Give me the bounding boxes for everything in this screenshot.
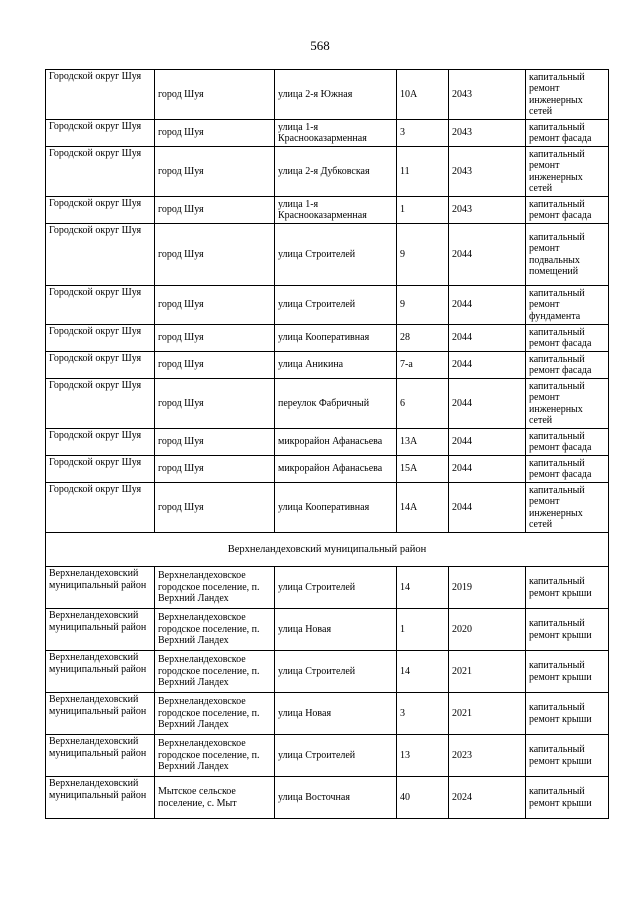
cell-okrug: Верхнеландеховский муниципальный район [46,735,155,777]
cell-house: 13 [397,735,449,777]
cell-house: 6 [397,379,449,429]
cell-street: микрорайон Афанасьева [275,429,397,456]
cell-settlement: город Шуя [155,197,275,224]
cell-settlement: Верхнеландеховское городское поселение, п. Верхний Ландех [155,651,275,693]
cell-settlement: город Шуя [155,483,275,533]
table-row [46,286,609,325]
cell-year: 2044 [449,429,526,456]
table-row [46,456,609,483]
cell-okrug: Городской округ Шуя [46,352,155,379]
cell-settlement: Верхнеландеховское городское поселение, п. Верхний Ландех [155,567,275,609]
cell-year: 2021 [449,651,526,693]
cell-work: капитальный ремонт фасада [526,352,609,379]
cell-okrug: Городской округ Шуя [46,197,155,224]
cell-okrug: Верхнеландеховский муниципальный район [46,567,155,609]
table-row [46,325,609,352]
cell-street: улица Строителей [275,224,397,286]
cell-year: 2024 [449,777,526,819]
cell-street: улица 2-я Дубковская [275,147,397,197]
cell-settlement: город Шуя [155,120,275,147]
cell-work: капитальный ремонт фасада [526,325,609,352]
table-row [46,197,609,224]
cell-street: переулок Фабричный [275,379,397,429]
cell-work: капитальный ремонт фасада [526,429,609,456]
cell-house: 11 [397,147,449,197]
cell-house: 14 [397,567,449,609]
cell-house: 1 [397,609,449,651]
cell-year: 2043 [449,147,526,197]
cell-settlement: город Шуя [155,286,275,325]
cell-year: 2044 [449,325,526,352]
cell-settlement: город Шуя [155,379,275,429]
cell-street: улица Новая [275,693,397,735]
cell-work: капитальный ремонт подвальных помещений [526,224,609,286]
table-row [46,224,609,286]
cell-year: 2043 [449,197,526,224]
cell-work: капитальный ремонт инженерных сетей [526,147,609,197]
cell-street: улица Кооперативная [275,483,397,533]
cell-house: 40 [397,777,449,819]
table-row [46,429,609,456]
cell-street: улица Строителей [275,286,397,325]
cell-street: улица Новая [275,609,397,651]
cell-okrug: Городской округ Шуя [46,483,155,533]
cell-work: капитальный ремонт фасада [526,456,609,483]
cell-house: 3 [397,120,449,147]
cell-settlement: город Шуя [155,224,275,286]
cell-year: 2019 [449,567,526,609]
table-row [46,352,609,379]
cell-okrug: Верхнеландеховский муниципальный район [46,651,155,693]
cell-house: 15А [397,456,449,483]
cell-house: 9 [397,224,449,286]
cell-settlement: город Шуя [155,325,275,352]
table-row [46,609,609,651]
cell-settlement: Верхнеландеховское городское поселение, п. Верхний Ландех [155,735,275,777]
table-row [46,693,609,735]
table-row [46,735,609,777]
table-row [46,777,609,819]
cell-street: улица Строителей [275,735,397,777]
cell-work: капитальный ремонт крыши [526,651,609,693]
table-row [46,567,609,609]
cell-work: капитальный ремонт фасада [526,197,609,224]
cell-work: капитальный ремонт фундамента [526,286,609,325]
table-body-shuya [46,70,609,533]
section-title: Верхнеландеховский муниципальный район [46,533,609,567]
cell-house: 9 [397,286,449,325]
cell-okrug: Городской округ Шуя [46,147,155,197]
page-number: 568 [310,38,330,53]
cell-okrug: Городской округ Шуя [46,379,155,429]
cell-house: 13А [397,429,449,456]
table-row [46,483,609,533]
cell-street: улица 1-я Краснооказарменная [275,120,397,147]
cell-street: микрорайон Афанасьева [275,456,397,483]
cell-house: 7-а [397,352,449,379]
cell-year: 2044 [449,286,526,325]
cell-house: 14 [397,651,449,693]
cell-work: капитальный ремонт инженерных сетей [526,70,609,120]
cell-year: 2044 [449,352,526,379]
cell-year: 2043 [449,120,526,147]
cell-work: капитальный ремонт крыши [526,609,609,651]
cell-year: 2044 [449,379,526,429]
housing-repair-table [45,69,609,819]
cell-settlement: Верхнеландеховское городское поселение, п. Верхний Ландех [155,609,275,651]
cell-settlement: город Шуя [155,429,275,456]
cell-settlement: город Шуя [155,70,275,120]
table-body-verkhnelandekhovsky [46,567,609,819]
cell-year: 2044 [449,224,526,286]
cell-work: капитальный ремонт фасада [526,120,609,147]
cell-okrug: Городской округ Шуя [46,286,155,325]
cell-okrug: Верхнеландеховский муниципальный район [46,693,155,735]
cell-work: капитальный ремонт крыши [526,735,609,777]
table-row [46,379,609,429]
cell-house: 14А [397,483,449,533]
cell-year: 2021 [449,693,526,735]
cell-year: 2023 [449,735,526,777]
cell-okrug: Городской округ Шуя [46,224,155,286]
table-row [46,147,609,197]
cell-okrug: Городской округ Шуя [46,456,155,483]
cell-okrug: Городской округ Шуя [46,325,155,352]
table-row [46,70,609,120]
cell-work: капитальный ремонт инженерных сетей [526,379,609,429]
section-row [46,533,609,567]
cell-okrug: Городской округ Шуя [46,429,155,456]
cell-okrug: Верхнеландеховский муниципальный район [46,777,155,819]
table-row [46,651,609,693]
cell-house: 3 [397,693,449,735]
cell-house: 28 [397,325,449,352]
cell-house: 10А [397,70,449,120]
cell-street: улица 2-я Южная [275,70,397,120]
cell-settlement: Верхнеландеховское городское поселение, п. Верхний Ландех [155,693,275,735]
cell-street: улица Восточная [275,777,397,819]
cell-year: 2020 [449,609,526,651]
cell-work: капитальный ремонт крыши [526,567,609,609]
table-row [46,120,609,147]
cell-work: капитальный ремонт крыши [526,693,609,735]
cell-settlement: город Шуя [155,352,275,379]
cell-year: 2043 [449,70,526,120]
cell-year: 2044 [449,483,526,533]
cell-street: улица Кооперативная [275,325,397,352]
cell-street: улица 1-я Краснооказарменная [275,197,397,224]
cell-house: 1 [397,197,449,224]
cell-year: 2044 [449,456,526,483]
cell-settlement: город Шуя [155,456,275,483]
cell-okrug: Верхнеландеховский муниципальный район [46,609,155,651]
table-section [46,533,609,567]
cell-okrug: Городской округ Шуя [46,120,155,147]
cell-work: капитальный ремонт инженерных сетей [526,483,609,533]
cell-work: капитальный ремонт крыши [526,777,609,819]
cell-okrug: Городской округ Шуя [46,70,155,120]
cell-street: улица Аникина [275,352,397,379]
cell-street: улица Строителей [275,651,397,693]
cell-street: улица Строителей [275,567,397,609]
cell-settlement: город Шуя [155,147,275,197]
cell-settlement: Мытское сельское поселение, с. Мыт [155,777,275,819]
